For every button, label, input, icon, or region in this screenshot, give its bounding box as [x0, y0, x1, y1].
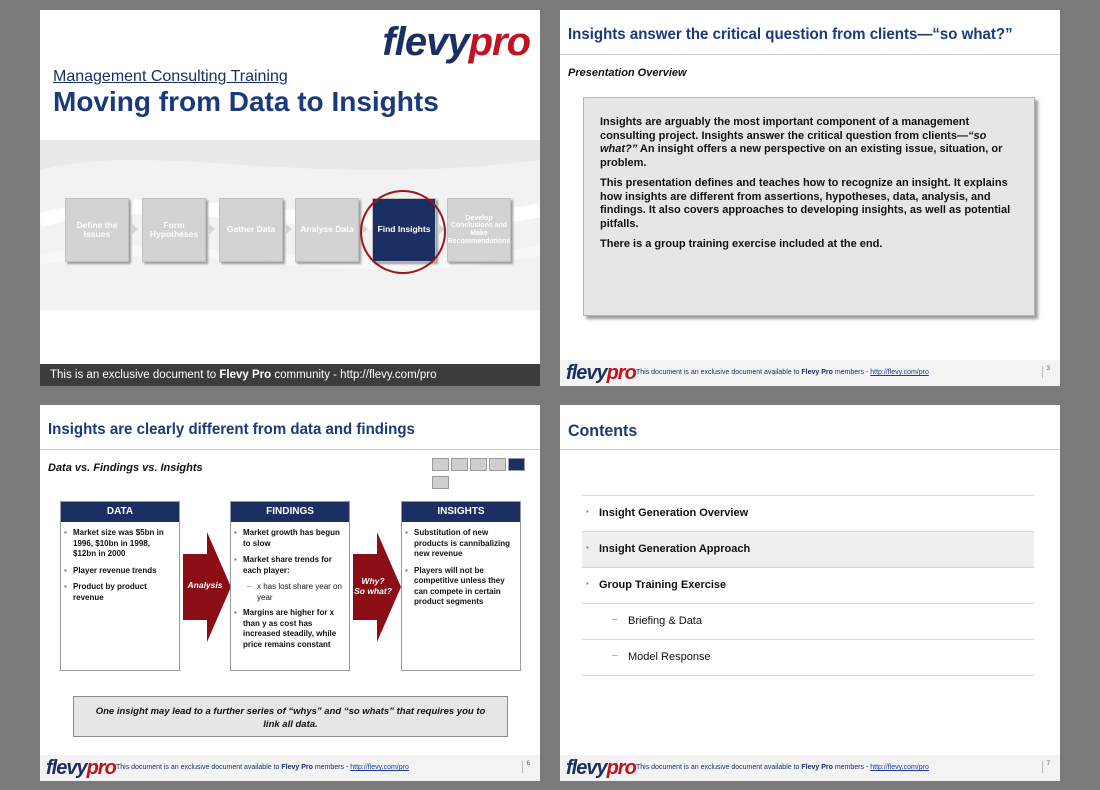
slide-footer [40, 755, 540, 781]
flevypro-logo: flevypro [382, 20, 530, 64]
callout-note: One insight may lead to a further series of “whys” and “so whats” that requires you to link all data. [73, 696, 508, 737]
flevypro-logo: flevypro [566, 362, 636, 384]
insights-item: ▪ Substitution of new products is cannibalizing new revenue [414, 528, 516, 560]
divider [560, 54, 1060, 55]
findings-column [230, 501, 350, 671]
process-steps [65, 198, 535, 264]
step-form-hypotheses: Form Hypotheses [142, 198, 206, 262]
contents-subitem[interactable]: – Model Response [582, 639, 1034, 676]
contents-item[interactable]: ▪ Insight Generation Overview [582, 495, 1034, 531]
overview-paragraph-2: This presentation defines and teaches how to recognize an insight. It explains how insights are different from assertions, hypotheses, data, analysis, and findings. It also covers approaches to developing insights, as well as potential pitfalls. [600, 177, 1011, 230]
findings-header: FINDINGS [231, 502, 349, 522]
slide-heading: Contents [568, 421, 638, 440]
arrow-icon [286, 224, 292, 234]
slide-subtitle: Management Consulting Training [53, 68, 288, 85]
footer-link[interactable]: http://flevy.com/pro [350, 764, 409, 771]
footer-text: This document is an exclusive document available to Flevy Pro members - http://flevy.com/pro [636, 764, 929, 771]
flevypro-logo: flevypro [566, 757, 636, 779]
overview-textbox [583, 97, 1035, 316]
data-column [60, 501, 180, 671]
step-gather-data: Gather Data [219, 198, 283, 262]
footer-text: This document is an exclusive document available to Flevy Pro members - http://flevy.com/pro [636, 369, 929, 376]
section-navigator [432, 458, 540, 494]
slide-footer: This is an exclusive document to Flevy Pro community - http://flevy.com/pro [40, 364, 540, 386]
slide-data-vs-insights[interactable] [40, 405, 540, 781]
insights-column [401, 501, 521, 671]
analysis-arrow-icon: Analysis [183, 532, 231, 647]
slide-heading: Insights are clearly different from data and findings [48, 421, 415, 438]
slide-footer [560, 755, 1060, 781]
contents-item-active[interactable]: ▪ Insight Generation Approach [582, 531, 1034, 567]
findings-item: ▪ Market share trends for each player: [243, 555, 345, 576]
slide-contents[interactable] [560, 405, 1060, 781]
data-item: ▪ Product by product revenue [73, 582, 175, 603]
step-develop-conclusions: Develop Conclusions and Make Recommendations [447, 198, 511, 262]
step-define-issues: Define the Issues [65, 198, 129, 262]
page-number: 3 [1042, 366, 1050, 378]
findings-item: ▪ Margins are higher for x than y as cost has increased steadily, while price remains constant [243, 608, 345, 650]
slide-title-text: Moving from Data to Insights [53, 86, 439, 117]
overview-paragraph-1: Insights are arguably the most important component of a management consulting project. Insights answer the critical question from clients—“so what?” An insight offers a new perspective on an existing issue, situation, or problem. [600, 116, 1003, 169]
footer-link[interactable]: http://flevy.com/pro [870, 369, 929, 376]
slide-title[interactable] [40, 10, 540, 386]
slide-subheading: Data vs. Findings vs. Insights [48, 462, 203, 474]
step-analyse-data: Analyse Data [295, 198, 359, 262]
flevypro-logo: flevypro [46, 757, 116, 779]
arrow-icon [209, 224, 215, 234]
data-item: ▪ Player revenue trends [73, 566, 175, 577]
insights-item: ▪ Players will not be competitive unless they can compete in certain product segments [414, 566, 516, 608]
page-number: 7 [1042, 761, 1050, 773]
why-so-what-arrow-icon: Why? So what? [353, 532, 401, 647]
contents-subitem[interactable]: – Briefing & Data [582, 603, 1034, 639]
step-find-insights: Find Insights [372, 198, 436, 262]
arrow-icon [132, 224, 138, 234]
footer-text: This document is an exclusive document available to Flevy Pro members - http://flevy.com/pro [116, 764, 409, 771]
data-header: DATA [61, 502, 179, 522]
slide-heading: Insights answer the critical question from clients—“so what?” [568, 26, 1013, 43]
contents-item[interactable]: ▪ Group Training Exercise [582, 567, 1034, 603]
footer-link[interactable]: http://flevy.com/pro [870, 764, 929, 771]
divider [40, 449, 540, 450]
divider [560, 449, 1060, 450]
slide-overview[interactable] [560, 10, 1060, 386]
data-item: ▪ Market size was $5bn in 1996, $10bn in 1998, $12bn in 2000 [73, 528, 175, 560]
findings-subitem: – x has lost share year on year [243, 582, 345, 603]
overview-paragraph-3: There is a group training exercise included at the end. [600, 238, 883, 250]
page-number: 6 [522, 761, 530, 773]
highlight-circle [360, 190, 446, 274]
contents-list [582, 495, 1034, 676]
insights-header: INSIGHTS [402, 502, 520, 522]
slide-footer [560, 360, 1060, 386]
slide-subheading: Presentation Overview [568, 67, 687, 79]
findings-item: ▪ Market growth has begun to slow [243, 528, 345, 549]
